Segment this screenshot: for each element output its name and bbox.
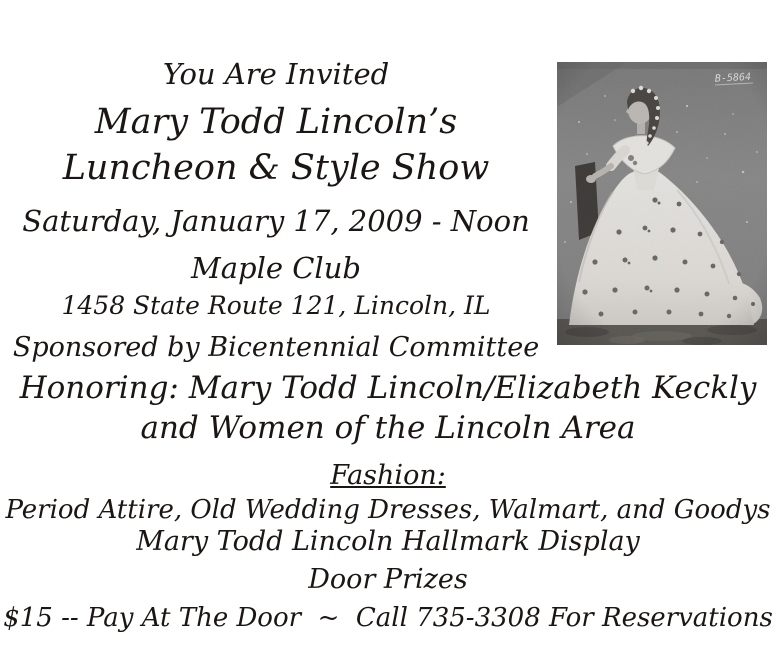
event-details-column	[0, 55, 552, 367]
event-title-line2: Luncheon & Style Show	[62, 148, 490, 188]
intro-line: You Are Invited	[162, 57, 390, 91]
fashion-heading-text: Fashion:	[330, 460, 446, 491]
honoring-line1: Honoring: Mary Todd Lincoln/Elizabeth Keckly	[19, 370, 757, 406]
honoring-line2: and Women of the Lincoln Area	[140, 410, 636, 446]
event-title-line1: Mary Todd Lincoln’s	[94, 102, 458, 142]
fashion-heading	[0, 458, 776, 494]
event-address: 1458 State Route 121, Lincoln, IL	[61, 291, 491, 320]
event-sponsor: Sponsored by Bicentennial Committee	[12, 332, 540, 363]
event-venue: Maple Club	[191, 251, 361, 285]
door-prizes-line: Door Prizes	[308, 564, 468, 595]
fashion-line2: Mary Todd Lincoln Hallmark Display	[136, 526, 640, 557]
mary-todd-lincoln-portrait-photo	[557, 62, 767, 345]
fashion-line1: Period Attire, Old Wedding Dresses, Walmart, and Goodys	[5, 495, 771, 525]
event-datetime: Saturday, January 17, 2009 - Noon	[22, 204, 530, 238]
admission-line: $15 -- Pay At The Door ~ Call 735-3308 For Reservations	[3, 603, 773, 633]
portrait-photo-graphic	[557, 62, 767, 345]
event-program-column	[0, 368, 776, 636]
